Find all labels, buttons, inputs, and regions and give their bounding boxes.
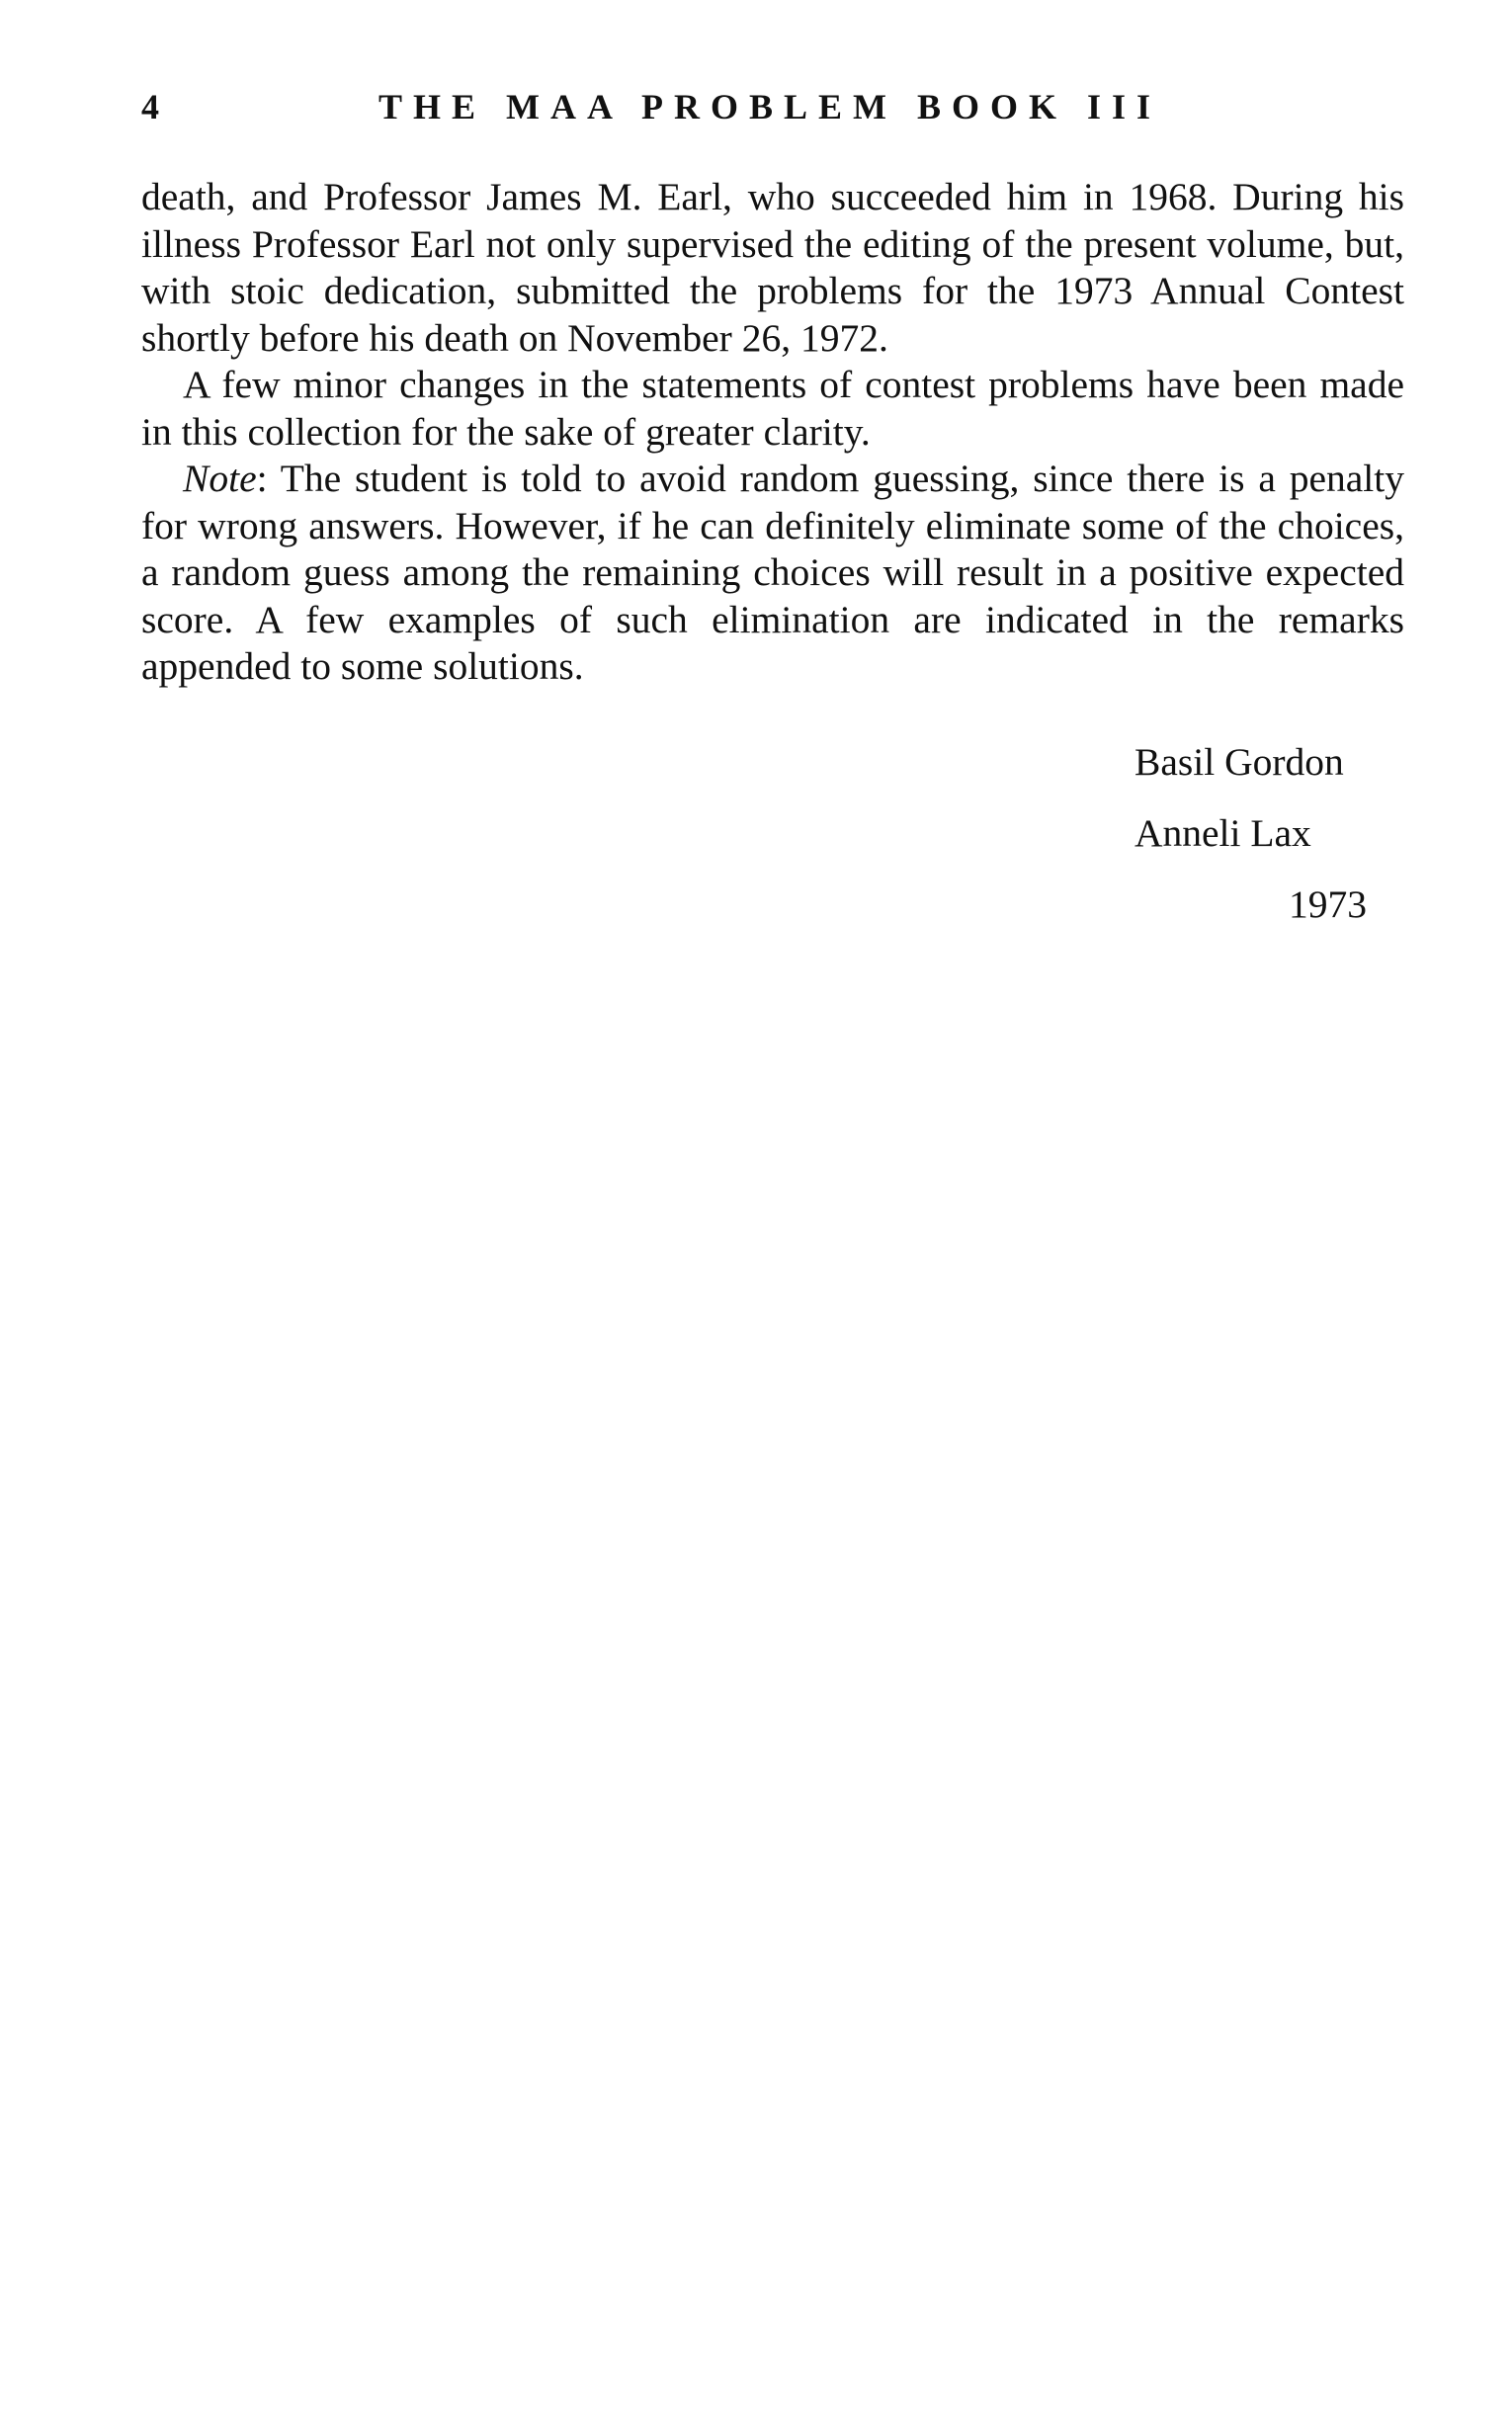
signature-year: 1973 [1289, 882, 1367, 926]
paragraph-3 [141, 456, 1404, 691]
paragraph-1: death, and Professor James M. Earl, who succeeded him in 1968. During his illness Professor Earl not only supervised the editing of the present volume, but, with stoic dedication, submitted the problems for the 1973 Annual Contest shortly before his death on November 26, 1972. [141, 175, 1404, 360]
signature-block [1134, 726, 1372, 940]
paragraph-2: A few minor changes in the statements of contest problems have been made in this collection for the sake of greater clarity. [141, 363, 1404, 454]
note-text: : The student is told to avoid random guessing, since there is a penalty for wrong answers. However, if he can definitely eliminate some of the choices, a random guess among the remaining choices will result in a positive expected score. A few examples of such elimination are indicated in the remarks appended to some solutions. [141, 457, 1404, 688]
running-head [141, 77, 1406, 136]
page-number: 4 [141, 87, 159, 126]
running-title: THE MAA PROBLEM BOOK III [378, 87, 1162, 126]
author-name-2: Anneli Lax [1134, 811, 1311, 855]
note-label: Note [183, 457, 257, 500]
body-text [141, 174, 1404, 691]
author-name-1: Basil Gordon [1134, 740, 1344, 784]
